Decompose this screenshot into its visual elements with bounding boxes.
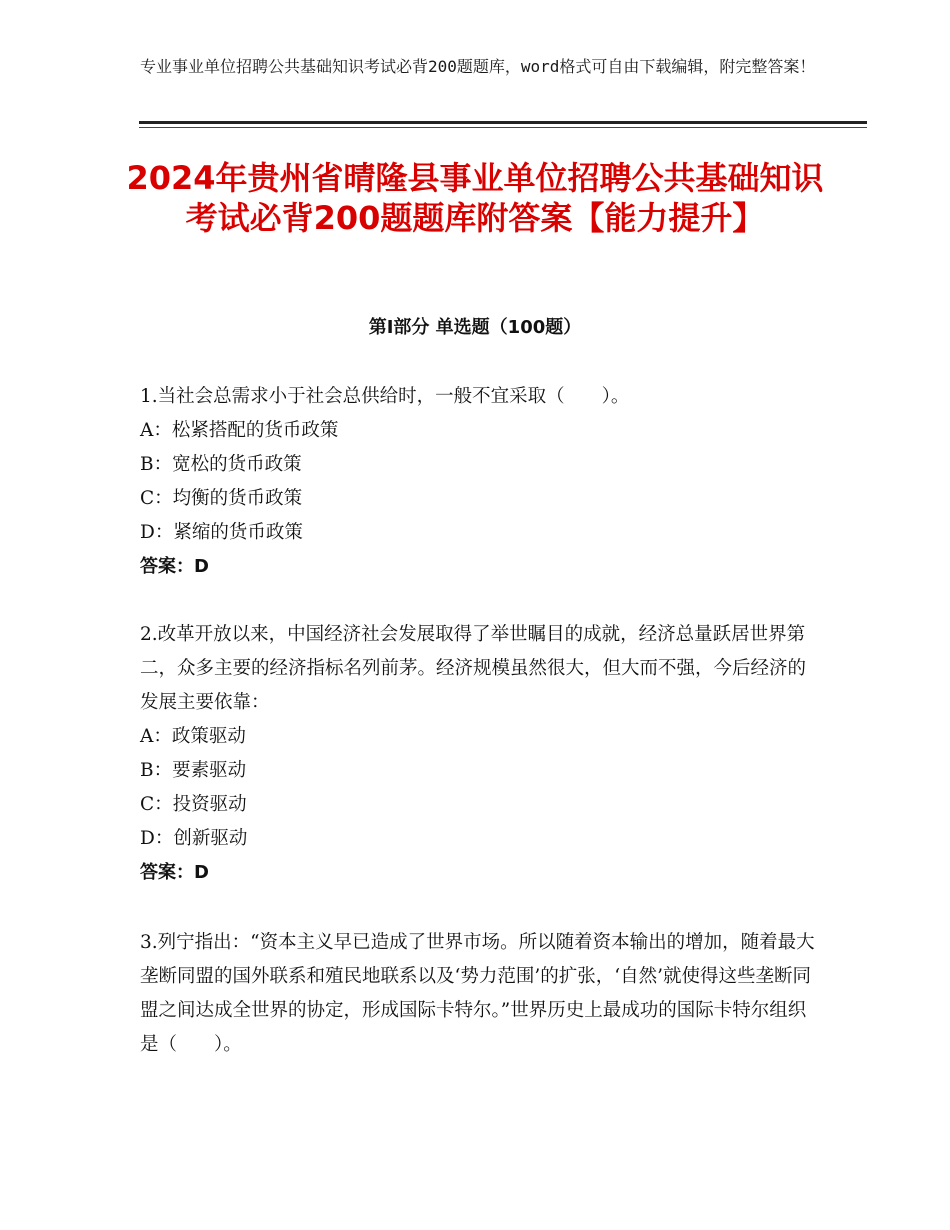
header-note: 专业事业单位招聘公共基础知识考试必背200题题库，word格式可自由下载编辑，附完整答案！ <box>140 57 816 76</box>
option-d: D：紧缩的货币政策 <box>140 522 303 543</box>
header-rule-thick <box>139 121 867 124</box>
option-d: D：创新驱动 <box>140 828 248 849</box>
option-a: A：政策驱动 <box>140 726 246 747</box>
option-c: C：均衡的货币政策 <box>140 488 303 509</box>
question-2 <box>140 618 820 890</box>
answer: 答案：D <box>140 862 209 883</box>
option-c: C：投资驱动 <box>140 794 247 815</box>
header-rule-thin <box>139 127 867 128</box>
option-a: A：松紧搭配的货币政策 <box>140 420 339 441</box>
option-b: B：宽松的货币政策 <box>140 454 302 475</box>
answer: 答案：D <box>140 556 209 577</box>
question-1 <box>140 380 820 584</box>
question-stem: 1.当社会总需求小于社会总供给时，一般不宜采取（ ）。 <box>140 386 630 407</box>
option-b: B：要素驱动 <box>140 760 247 781</box>
question-stem: 2.改革开放以来，中国经济社会发展取得了举世瞩目的成就，经济总量跃居世界第二，众多主要的经济指标名列前茅。经济规模虽然很大，但大而不强，今后经济的发展主要依靠： <box>140 624 807 713</box>
question-3 <box>140 926 820 1062</box>
question-stem: 3.列宁指出：“资本主义早已造成了世界市场。所以随着资本输出的增加，随着最大垄断同盟的国外联系和殖民地联系以及‘势力范围’的扩张，‘自然’就使得这些垄断同盟之间达成全世界的协定，形成国际卡特尔。”世界历史上最成功的国际卡特尔组织是（ ）。 <box>140 932 815 1055</box>
section-title: 第Ⅰ部分 单选题（100题） <box>368 317 582 338</box>
document-title: 2024年贵州省晴隆县事业单位招聘公共基础知识考试必背200题题库附答案【能力提升】 <box>126 159 824 237</box>
